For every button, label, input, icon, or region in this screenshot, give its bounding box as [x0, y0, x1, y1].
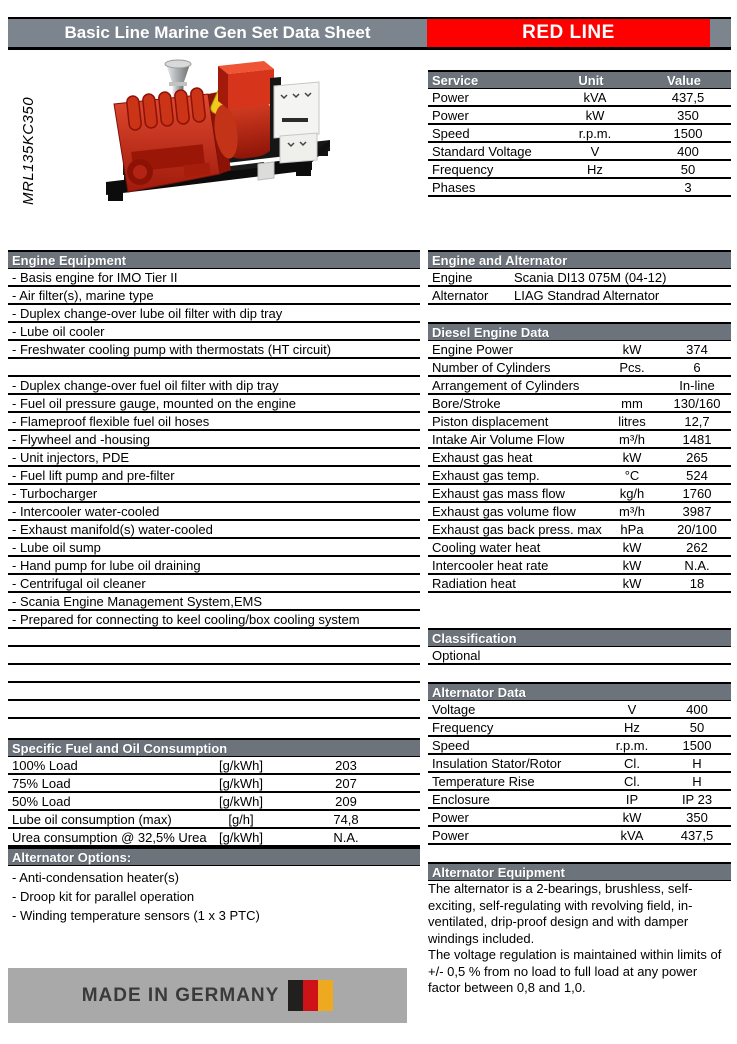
diesel-row-label: Number of Cylinders — [432, 360, 551, 375]
diesel-row-unit: Pcs. — [619, 360, 645, 375]
diesel-row-label: Engine Power — [432, 342, 513, 357]
diesel-row-label: Cooling water heat — [432, 540, 541, 555]
engine-equipment-row — [8, 521, 420, 539]
consumption-title: Specific Fuel and Oil Consumption — [12, 741, 228, 756]
alternator-data-row-label: Frequency — [432, 720, 494, 735]
engine-equipment-item — [8, 360, 420, 375]
engine-equipment-row — [8, 575, 420, 593]
diesel-row-unit: mm — [621, 396, 643, 411]
engine-equipment-item: - Intercooler water-cooled — [12, 504, 160, 519]
alternator-data-row-unit: IP — [625, 792, 639, 807]
consumption-row-unit: [g/kWh] — [218, 758, 264, 773]
engine-equipment-row — [8, 539, 420, 557]
engine-equipment-row — [8, 287, 420, 305]
alternator-equipment-section — [428, 862, 731, 997]
consumption-row-value: 74,8 — [333, 812, 359, 827]
alternator-options-header — [8, 847, 420, 866]
diesel-row-value: 20/100 — [677, 522, 717, 537]
consumption-row-value: N.A. — [333, 830, 359, 845]
engine-equipment-row — [8, 629, 420, 647]
consumption-row-unit: [g/kWh] — [218, 776, 264, 791]
consumption-header — [8, 738, 420, 757]
alternator-options-rows — [8, 866, 420, 926]
engine-equipment-item — [8, 684, 420, 699]
consumption-row-value: 203 — [335, 758, 357, 773]
classification-row — [428, 647, 731, 665]
diesel-row-label: Intercooler heat rate — [432, 558, 549, 573]
alternator-options-title: Alternator Options: — [12, 850, 132, 865]
alternator-equipment-paragraph-2: The voltage regulation is maintained within limits of +/- 0,5 % from no load to full load at any power factor between 0,8 and 1,0. — [428, 947, 722, 995]
diesel-row-unit: hPa — [620, 522, 644, 537]
service-title: Service — [432, 73, 479, 88]
engine-alternator-title: Engine and Alternator — [432, 253, 568, 268]
engine-alternator-section — [428, 250, 731, 305]
service-row-label: Standard Voltage — [432, 144, 532, 159]
service-row-value: 350 — [677, 108, 699, 123]
diesel-row-label: Arrangement of Cylinders — [432, 378, 580, 393]
diesel-row-label: Radiation heat — [432, 576, 516, 591]
diesel-engine-data-row — [428, 575, 731, 593]
alternator-data-row-unit: V — [627, 702, 637, 717]
diesel-row-value: 12,7 — [684, 414, 710, 429]
engine-equipment-row — [8, 683, 420, 701]
engine-equipment-row — [8, 647, 420, 665]
alternator-data-row — [428, 809, 731, 827]
german-flag-icon — [288, 980, 333, 1011]
consumption-row — [8, 829, 420, 847]
diesel-row-unit: kg/h — [619, 486, 645, 501]
alternator-options-section — [8, 847, 420, 926]
diesel-row-label: Exhaust gas temp. — [432, 468, 540, 483]
model-code: MRL135KC350 — [20, 96, 37, 205]
engine-equipment-row — [8, 485, 420, 503]
diesel-row-value: 262 — [686, 540, 708, 555]
diesel-row-unit: litres — [618, 414, 646, 429]
engine-equipment-item: - Turbocharger — [12, 486, 98, 501]
alternator-options-item: - Winding temperature sensors (1 x 3 PTC) — [12, 908, 260, 923]
diesel-row-value: 374 — [686, 342, 708, 357]
title-bar — [8, 17, 731, 50]
alternator-options-item: - Droop kit for parallel operation — [12, 889, 195, 904]
engine-equipment-item: - Scania Engine Management System,EMS — [12, 594, 263, 609]
title-bar-end-spacer — [710, 19, 731, 47]
engine-equipment-header — [8, 250, 420, 269]
engine-equipment-row — [8, 377, 420, 395]
alternator-data-row-value: 400 — [686, 702, 708, 717]
diesel-engine-data-header — [428, 322, 731, 341]
engine-equipment-item: - Centrifugal oil cleaner — [12, 576, 146, 591]
engine-equipment-item: - Flywheel and -housing — [12, 432, 151, 447]
alternator-data-rows — [428, 701, 731, 845]
engine-equipment-item: - Lube oil sump — [12, 540, 101, 555]
engine-equipment-row — [8, 611, 420, 629]
alternator-data-section — [428, 682, 731, 845]
diesel-engine-data-row — [428, 377, 731, 395]
engine-equipment-rows — [8, 269, 420, 719]
engine-equipment-row — [8, 305, 420, 323]
engine-equipment-item: - Air filter(s), marine type — [12, 288, 154, 303]
diesel-row-unit: kW — [622, 558, 642, 573]
diesel-row-label: Bore/Stroke — [432, 396, 501, 411]
engine-equipment-item — [8, 666, 420, 681]
diesel-row-value: 3987 — [682, 504, 712, 519]
diesel-row-unit: m³/h — [619, 504, 645, 519]
diesel-engine-data-row — [428, 467, 731, 485]
consumption-row-label: 75% Load — [12, 776, 71, 791]
alternator-data-row — [428, 737, 731, 755]
service-row — [428, 89, 731, 107]
service-row-label: Power — [432, 90, 469, 105]
diesel-row-value: 6 — [693, 360, 701, 375]
diesel-row-label: Intake Air Volume Flow — [432, 432, 565, 447]
engine-alternator-row-label: Engine — [432, 270, 473, 285]
consumption-row — [8, 757, 420, 775]
alternator-equipment-paragraph-1: The alternator is a 2-bearings, brushless, self-exciting, self-regulating with revolving field, in-ventilated, drip-proof design and with damper windings included. — [428, 881, 693, 946]
made-in-germany-text: MADE IN GERMANY — [81, 984, 280, 1006]
engine-equipment-item: - Prepared for connecting to keel cooling/box cooling system — [12, 612, 360, 627]
engine-equipment-row — [8, 359, 420, 377]
consumption-row-unit: [g/kWh] — [218, 830, 264, 845]
service-row — [428, 179, 731, 197]
alternator-data-row-label: Speed — [432, 738, 470, 753]
alternator-options-item: - Anti-condensation heater(s) — [12, 870, 179, 885]
service-row-value: 400 — [677, 144, 699, 159]
diesel-engine-data-rows — [428, 341, 731, 593]
consumption-row-label: Urea consumption @ 32,5% Urea — [12, 830, 207, 845]
service-rows — [428, 89, 731, 197]
diesel-engine-data-title: Diesel Engine Data — [432, 325, 550, 340]
diesel-row-value: N.A. — [684, 558, 710, 573]
service-header — [428, 70, 731, 89]
engine-equipment-item: - Freshwater cooling pump with thermostats (HT circuit) — [12, 342, 332, 357]
service-row-unit: kVA — [583, 90, 607, 105]
consumption-row — [8, 793, 420, 811]
alternator-data-row — [428, 773, 731, 791]
alternator-data-title: Alternator Data — [432, 685, 526, 700]
alternator-data-row-label: Voltage — [432, 702, 476, 717]
engine-equipment-item: - Duplex change-over fuel oil filter with dip tray — [12, 378, 279, 393]
service-row-label: Power — [432, 108, 469, 123]
diesel-row-label: Exhaust gas volume flow — [432, 504, 576, 519]
brand-badge: RED LINE — [427, 19, 710, 47]
alternator-data-row-value: 1500 — [682, 738, 712, 753]
diesel-engine-data-section — [428, 322, 731, 593]
engine-equipment-item: - Fuel lift pump and pre-filter — [12, 468, 175, 483]
engine-equipment-item: - Exhaust manifold(s) water-cooled — [12, 522, 213, 537]
engine-equipment-item: - Hand pump for lube oil draining — [12, 558, 201, 573]
service-row-value: 50 — [680, 162, 696, 177]
alternator-data-row-unit: kVA — [620, 828, 644, 843]
classification-value: Optional — [432, 648, 481, 663]
consumption-row-label: 50% Load — [12, 794, 71, 809]
service-row — [428, 107, 731, 125]
consumption-rows — [8, 757, 420, 847]
engine-equipment-title: Engine Equipment — [12, 253, 127, 268]
diesel-engine-data-row — [428, 557, 731, 575]
engine-alternator-row-label: Alternator — [432, 288, 489, 303]
engine-alternator-rows — [428, 269, 731, 305]
engine-equipment-row — [8, 557, 420, 575]
diesel-row-value: 18 — [689, 576, 705, 591]
diesel-engine-data-row — [428, 539, 731, 557]
alternator-data-row-value: IP 23 — [681, 792, 713, 807]
genset-image — [88, 52, 433, 252]
consumption-row-value: 207 — [335, 776, 357, 791]
diesel-engine-data-row — [428, 503, 731, 521]
alternator-data-row — [428, 827, 731, 845]
diesel-engine-data-row — [428, 485, 731, 503]
diesel-row-value: In-line — [679, 378, 715, 393]
consumption-row — [8, 811, 420, 829]
alternator-equipment-header — [428, 862, 731, 881]
genset-illustration — [88, 52, 433, 247]
diesel-engine-data-row — [428, 359, 731, 377]
service-row — [428, 125, 731, 143]
diesel-row-label: Exhaust gas back press. max — [432, 522, 602, 537]
service-section — [428, 70, 731, 197]
engine-equipment-row — [8, 431, 420, 449]
made-in-germany-badge — [8, 968, 407, 1023]
engine-equipment-item — [8, 648, 420, 663]
engine-equipment-item — [8, 702, 420, 717]
engine-equipment-row — [8, 395, 420, 413]
diesel-row-label: Exhaust gas mass flow — [432, 486, 565, 501]
consumption-row-label: 100% Load — [12, 758, 78, 773]
flag-red-stripe — [303, 980, 318, 1011]
diesel-row-label: Exhaust gas heat — [432, 450, 533, 465]
alternator-data-row-value: 437,5 — [680, 828, 714, 843]
diesel-row-value: 1760 — [682, 486, 712, 501]
engine-equipment-item: - Lube oil cooler — [12, 324, 105, 339]
engine-equipment-section — [8, 250, 420, 719]
engine-equipment-row — [8, 341, 420, 359]
engine-equipment-row — [8, 269, 420, 287]
engine-equipment-row — [8, 413, 420, 431]
diesel-engine-data-row — [428, 395, 731, 413]
diesel-row-label: Piston displacement — [432, 414, 549, 429]
flag-black-stripe — [288, 980, 303, 1011]
alternator-data-row-unit: kW — [622, 810, 642, 825]
service-row-value: 3 — [684, 180, 692, 195]
engine-equipment-item: - Unit injectors, PDE — [12, 450, 130, 465]
alternator-data-row-label: Enclosure — [432, 792, 490, 807]
alternator-data-row-label: Power — [432, 810, 469, 825]
engine-equipment-row — [8, 593, 420, 611]
diesel-row-value: 1481 — [682, 432, 712, 447]
alternator-data-header — [428, 682, 731, 701]
engine-equipment-item — [8, 630, 420, 645]
page-title: Basic Line Marine Gen Set Data Sheet — [64, 23, 371, 42]
alternator-data-row-label: Power — [432, 828, 469, 843]
service-row-unit: r.p.m. — [578, 126, 612, 141]
alternator-data-row — [428, 791, 731, 809]
service-row-unit: kW — [585, 108, 605, 123]
classification-header — [428, 628, 731, 647]
diesel-row-value: 130/160 — [673, 396, 721, 411]
consumption-row-value: 209 — [335, 794, 357, 809]
alternator-data-row-label: Insulation Stator/Rotor — [432, 756, 562, 771]
alternator-data-row-unit: Cl. — [624, 756, 640, 771]
diesel-row-value: 265 — [686, 450, 708, 465]
service-row-unit — [545, 180, 645, 195]
consumption-row-unit: [g/kWh] — [218, 794, 264, 809]
engine-alternator-row — [428, 269, 731, 287]
engine-equipment-row — [8, 467, 420, 485]
classification-section — [428, 628, 731, 665]
service-row-label: Phases — [432, 180, 476, 195]
service-row-unit: V — [590, 144, 600, 159]
engine-equipment-item: - Fuel oil pressure gauge, mounted on the engine — [12, 396, 297, 411]
service-row-value: 437,5 — [671, 90, 705, 105]
service-row — [428, 143, 731, 161]
diesel-row-unit: kW — [622, 540, 642, 555]
engine-alternator-header — [428, 250, 731, 269]
diesel-engine-data-row — [428, 449, 731, 467]
alternator-data-row-unit: Hz — [624, 720, 640, 735]
diesel-row-unit: kW — [622, 450, 642, 465]
alternator-data-row-value: 350 — [686, 810, 708, 825]
engine-equipment-item: - Duplex change-over lube oil filter with dip tray — [12, 306, 283, 321]
service-row-label: Frequency — [432, 162, 494, 177]
diesel-engine-data-row — [428, 431, 731, 449]
engine-equipment-row — [8, 665, 420, 683]
consumption-section — [8, 738, 420, 847]
diesel-engine-data-row — [428, 341, 731, 359]
engine-equipment-item: - Basis engine for IMO Tier II — [12, 270, 178, 285]
service-col-unit: Unit — [578, 73, 604, 88]
service-col-value: Value — [667, 73, 701, 88]
service-row — [428, 161, 731, 179]
service-row-value: 1500 — [673, 126, 703, 141]
alternator-data-row-label: Temperature Rise — [432, 774, 535, 789]
diesel-engine-data-row — [428, 413, 731, 431]
diesel-row-unit: kW — [622, 342, 642, 357]
flag-gold-stripe — [318, 980, 333, 1011]
alternator-data-row-unit: Cl. — [624, 774, 640, 789]
consumption-row-label: Lube oil consumption (max) — [12, 812, 172, 827]
engine-equipment-row — [8, 701, 420, 719]
diesel-row-unit — [601, 378, 663, 393]
engine-alternator-row-value: Scania DI13 075M (04-12) — [514, 270, 667, 285]
alternator-data-row-unit: r.p.m. — [615, 738, 649, 753]
diesel-row-value: 524 — [686, 468, 708, 483]
engine-equipment-row — [8, 449, 420, 467]
alternator-data-row-value: H — [692, 774, 702, 789]
alternator-data-row — [428, 719, 731, 737]
diesel-row-unit: kW — [622, 576, 642, 591]
engine-equipment-row — [8, 503, 420, 521]
engine-equipment-item: - Flameproof flexible fuel oil hoses — [12, 414, 210, 429]
alternator-data-row — [428, 701, 731, 719]
diesel-engine-data-row — [428, 521, 731, 539]
consumption-row — [8, 775, 420, 793]
classification-title: Classification — [432, 631, 517, 646]
alternator-data-row — [428, 755, 731, 773]
engine-equipment-row — [8, 323, 420, 341]
diesel-row-unit: m³/h — [619, 432, 645, 447]
consumption-row-unit: [g/h] — [228, 812, 254, 827]
engine-alternator-row — [428, 287, 731, 305]
alternator-equipment-text — [428, 881, 731, 997]
service-row-unit: Hz — [587, 162, 603, 177]
alternator-data-row-value: H — [692, 756, 702, 771]
service-row-label: Speed — [432, 126, 470, 141]
engine-alternator-row-value: LIAG Standrad Alternator — [514, 288, 660, 303]
diesel-row-unit: °C — [624, 468, 640, 483]
alternator-data-row-value: 50 — [689, 720, 705, 735]
alternator-equipment-title: Alternator Equipment — [432, 865, 565, 880]
